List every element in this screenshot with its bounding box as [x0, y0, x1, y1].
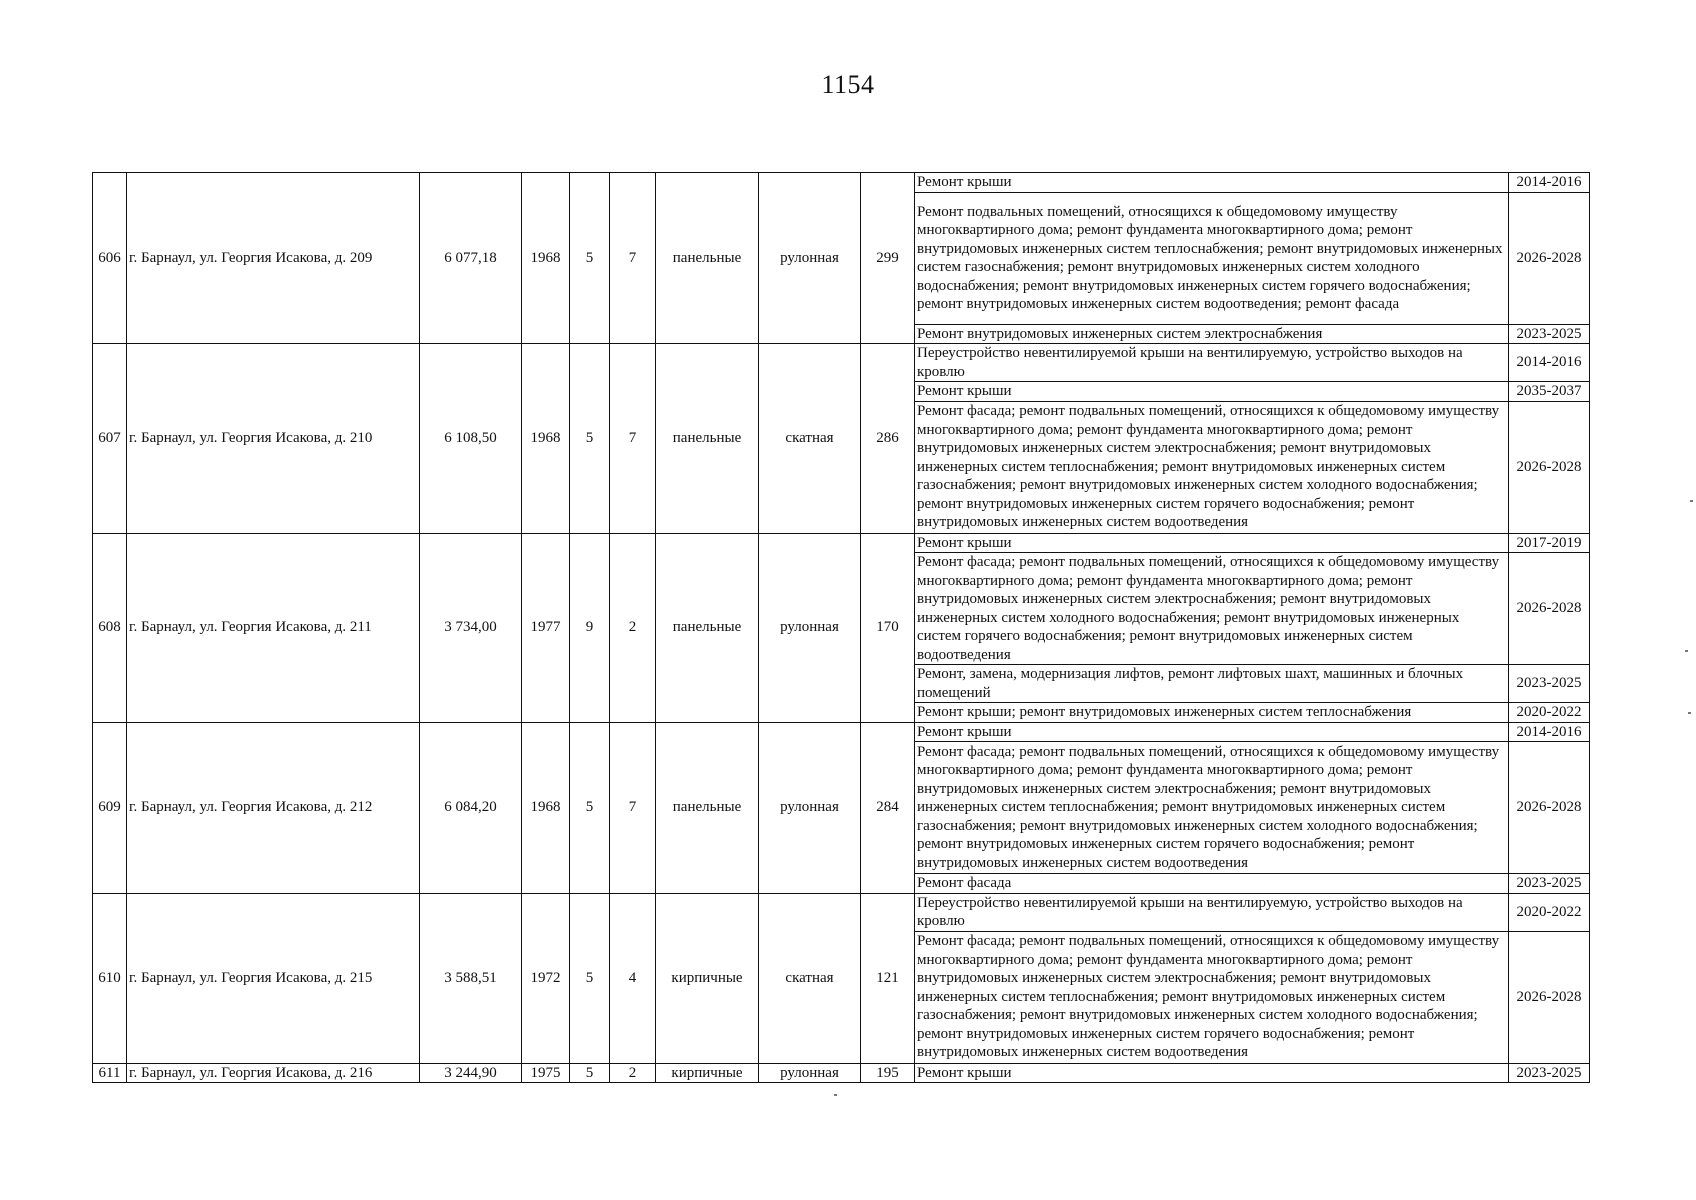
- house-floors: 5: [570, 173, 610, 344]
- house-year: 1968: [522, 722, 570, 893]
- house-residents: 121: [861, 893, 915, 1063]
- scan-speck: [1685, 650, 1688, 652]
- house-wall-material: кирпичные: [656, 1063, 759, 1083]
- house-floors: 5: [570, 722, 610, 893]
- work-period: 2020-2022: [1509, 893, 1590, 931]
- house-number: 607: [93, 344, 127, 534]
- house-roof-type: рулонная: [759, 1063, 861, 1083]
- house-residents: 299: [861, 173, 915, 344]
- house-address: г. Барнаул, ул. Георгия Исакова, д. 211: [127, 533, 420, 722]
- work-period: 2023-2025: [1509, 1063, 1590, 1083]
- work-period: 2026-2028: [1509, 553, 1590, 665]
- work-description: Ремонт крыши: [915, 382, 1509, 402]
- house-address: г. Барнаул, ул. Георгия Исакова, д. 215: [127, 893, 420, 1063]
- house-entrances: 4: [610, 893, 656, 1063]
- work-description: Ремонт крыши: [915, 533, 1509, 553]
- work-period: 2014-2016: [1509, 722, 1590, 742]
- house-wall-material: кирпичные: [656, 893, 759, 1063]
- work-description: Ремонт фасада; ремонт подвальных помещений, относящихся к общедомовому имуществу многоквартирного дома; ремонт фундамента многоквартирного дома; ремонт внутридомовых инженерных систем электроснабжения; ремонт внутридомовых инженерных систем теплоснабжения; ремонт внутридомовых инженерных систем газоснабжения; ремонт внутридомовых инженерных систем холодного водоснабжения; ремонт внутридомовых инженерных систем горячего водоснабжения; ремонт внутридомовых инженерных систем водоотведения: [915, 401, 1509, 533]
- work-description: Ремонт фасада; ремонт подвальных помещений, относящихся к общедомовому имуществу многоквартирного дома; ремонт фундамента многоквартирного дома; ремонт внутридомовых инженерных систем электроснабжения; ремонт внутридомовых инженерных систем теплоснабжения; ремонт внутридомовых инженерных систем газоснабжения; ремонт внутридомовых инженерных систем холодного водоснабжения; ремонт внутридомовых инженерных систем горячего водоснабжения; ремонт внутридомовых инженерных систем водоотведения: [915, 742, 1509, 874]
- house-year: 1972: [522, 893, 570, 1063]
- work-description: Переустройство невентилируемой крыши на вентилируемую, устройство выходов на кровлю: [915, 344, 1509, 382]
- house-area: 3 734,00: [420, 533, 522, 722]
- house-year: 1975: [522, 1063, 570, 1083]
- house-address: г. Барнаул, ул. Георгия Исакова, д. 216: [127, 1063, 420, 1083]
- house-address: г. Барнаул, ул. Георгия Исакова, д. 209: [127, 173, 420, 344]
- table-row: [93, 893, 1590, 931]
- house-wall-material: панельные: [656, 173, 759, 344]
- house-roof-type: рулонная: [759, 533, 861, 722]
- house-roof-type: скатная: [759, 344, 861, 534]
- work-period: 2026-2028: [1509, 192, 1590, 324]
- work-description: Ремонт крыши: [915, 1063, 1509, 1083]
- house-floors: 5: [570, 1063, 610, 1083]
- work-description: Ремонт фасада: [915, 874, 1509, 894]
- work-period: 2035-2037: [1509, 382, 1590, 402]
- house-entrances: 2: [610, 533, 656, 722]
- house-area: 3 588,51: [420, 893, 522, 1063]
- house-entrances: 2: [610, 1063, 656, 1083]
- table-body: [93, 173, 1590, 1083]
- table-row: [93, 173, 1590, 193]
- table-row: [93, 533, 1590, 553]
- work-description: Ремонт фасада; ремонт подвальных помещений, относящихся к общедомовому имуществу многоквартирного дома; ремонт фундамента многоквартирного дома; ремонт внутридомовых инженерных систем электроснабжения; ремонт внутридомовых инженерных систем холодного водоснабжения; ремонт внутридомовых инженерных систем горячего водоснабжения; ремонт внутридомовых инженерных систем водоотведения: [915, 553, 1509, 665]
- capital-repair-table: [92, 172, 1590, 1083]
- house-address: г. Барнаул, ул. Георгия Исакова, д. 212: [127, 722, 420, 893]
- work-description: Ремонт, замена, модернизация лифтов, ремонт лифтовых шахт, машинных и блочных помещений: [915, 665, 1509, 703]
- work-period: 2017-2019: [1509, 533, 1590, 553]
- house-number: 609: [93, 722, 127, 893]
- house-roof-type: скатная: [759, 893, 861, 1063]
- house-area: 6 077,18: [420, 173, 522, 344]
- table-row: [93, 344, 1590, 382]
- work-period: 2023-2025: [1509, 874, 1590, 894]
- house-residents: 170: [861, 533, 915, 722]
- work-period: 2014-2016: [1509, 344, 1590, 382]
- work-period: 2026-2028: [1509, 401, 1590, 533]
- house-entrances: 7: [610, 722, 656, 893]
- house-year: 1968: [522, 344, 570, 534]
- house-number: 611: [93, 1063, 127, 1083]
- scan-speck: [1690, 500, 1693, 502]
- house-residents: 286: [861, 344, 915, 534]
- house-wall-material: панельные: [656, 533, 759, 722]
- page-number: 1154: [821, 70, 875, 99]
- house-area: 3 244,90: [420, 1063, 522, 1083]
- house-wall-material: панельные: [656, 722, 759, 893]
- table-row: [93, 722, 1590, 742]
- house-area: 6 108,50: [420, 344, 522, 534]
- house-wall-material: панельные: [656, 344, 759, 534]
- house-roof-type: рулонная: [759, 173, 861, 344]
- house-floors: 9: [570, 533, 610, 722]
- house-address: г. Барнаул, ул. Георгия Исакова, д. 210: [127, 344, 420, 534]
- work-period: 2020-2022: [1509, 703, 1590, 723]
- work-period: 2023-2025: [1509, 324, 1590, 344]
- work-description: Ремонт фасада; ремонт подвальных помещений, относящихся к общедомовому имуществу многоквартирного дома; ремонт фундамента многоквартирного дома; ремонт внутридомовых инженерных систем электроснабжения; ремонт внутридомовых инженерных систем теплоснабжения; ремонт внутридомовых инженерных систем газоснабжения; ремонт внутридомовых инженерных систем холодного водоснабжения; ремонт внутридомовых инженерных систем горячего водоснабжения; ремонт внутридомовых инженерных систем водоотведения: [915, 931, 1509, 1063]
- house-year: 1977: [522, 533, 570, 722]
- house-entrances: 7: [610, 173, 656, 344]
- work-period: 2026-2028: [1509, 742, 1590, 874]
- house-residents: 195: [861, 1063, 915, 1083]
- house-residents: 284: [861, 722, 915, 893]
- house-number: 606: [93, 173, 127, 344]
- scan-speck: [834, 1094, 837, 1096]
- work-description: Переустройство невентилируемой крыши на вентилируемую, устройство выходов на кровлю: [915, 893, 1509, 931]
- work-description: Ремонт крыши; ремонт внутридомовых инженерных систем теплоснабжения: [915, 703, 1509, 723]
- table-row: [93, 1063, 1590, 1083]
- work-period: 2023-2025: [1509, 665, 1590, 703]
- work-description: Ремонт внутридомовых инженерных систем электроснабжения: [915, 324, 1509, 344]
- house-floors: 5: [570, 344, 610, 534]
- house-floors: 5: [570, 893, 610, 1063]
- work-period: 2014-2016: [1509, 173, 1590, 193]
- house-number: 610: [93, 893, 127, 1063]
- house-year: 1968: [522, 173, 570, 344]
- house-number: 608: [93, 533, 127, 722]
- work-description: Ремонт крыши: [915, 173, 1509, 193]
- house-entrances: 7: [610, 344, 656, 534]
- house-roof-type: рулонная: [759, 722, 861, 893]
- work-description: Ремонт подвальных помещений, относящихся к общедомовому имуществу многоквартирного дома; ремонт фундамента многоквартирного дома; ремонт внутридомовых инженерных систем теплоснабжения; ремонт внутридомовых инженерных систем газоснабжения; ремонт внутридомовых инженерных систем холодного водоснабжения; ремонт внутридомовых инженерных систем горячего водоснабжения; ремонт внутридомовых инженерных систем водоотведения; ремонт фасада: [915, 192, 1509, 324]
- work-period: 2026-2028: [1509, 931, 1590, 1063]
- house-area: 6 084,20: [420, 722, 522, 893]
- work-description: Ремонт крыши: [915, 722, 1509, 742]
- scan-speck: [1688, 712, 1691, 714]
